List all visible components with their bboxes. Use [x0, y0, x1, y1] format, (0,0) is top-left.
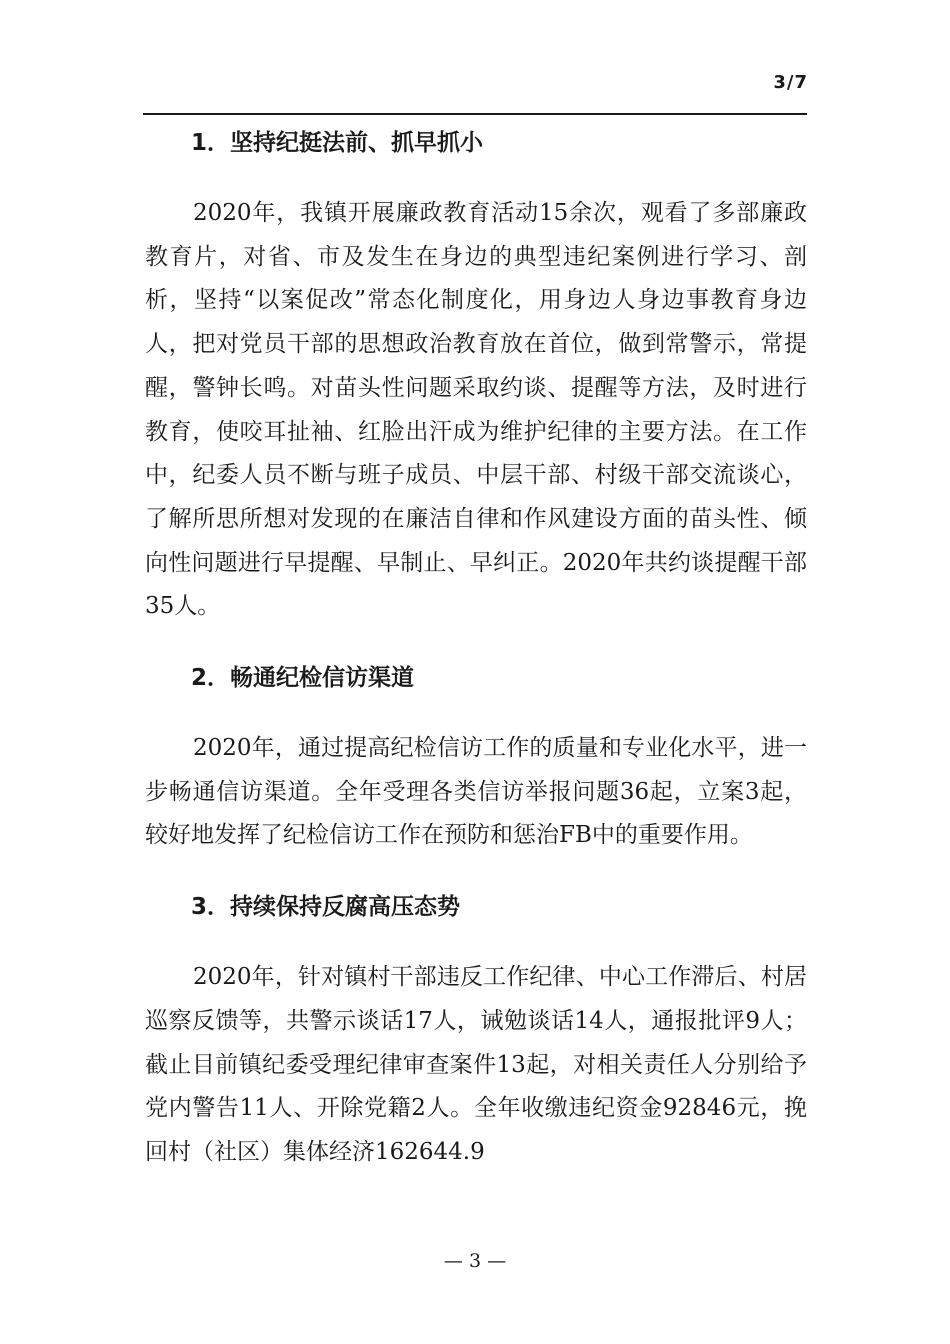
section-paragraph-2: 2020年，通过提高纪检信访工作的质量和专业化水平，进一步畅通信访渠道。全年受理各类信访举报问题36起，立案3起，较好地发挥了纪检信访工作在预防和惩治FB中的重要作用。 [145, 735, 807, 849]
header-divider [143, 113, 807, 115]
document-body [145, 122, 807, 1175]
section-heading-3: 3．持续保持反腐高压态势 [191, 894, 461, 921]
page-indicator: 3/7 [773, 72, 808, 93]
page-number-footer: — 3 — [443, 1250, 507, 1272]
section-paragraph-3: 2020年，针对镇村干部违反工作纪律、中心工作滞后、村居巡察反馈等，共警示谈话17人，诫勉谈话14人，通报批评9人；截止目前镇纪委受理纪律审查案件13起，对相关责任人分别给予党内警告11人、开除党籍2人。全年收缴违纪资金92846元，挽回村（社区）集体经济162644.9 [145, 964, 807, 1165]
section-paragraph-1: 2020年，我镇开展廉政教育活动15余次，观看了多部廉政教育片，对省、市及发生在身边的典型违纪案例进行学习、剖析，坚持“以案促改”常态化制度化，用身边人身边事教育身边人，把对党员干部的思想政治教育放在首位，做到常警示，常提醒，警钟长鸣。对苗头性问题采取约谈、提醒等方法，及时进行教育，使咬耳扯袖、红脸出汗成为维护纪律的主要方法。在工作中，纪委人员不断与班子成员、中层干部、村级干部交流谈心，了解所思所想对发现的在廉洁自律和作风建设方面的苗头性、倾向性问题进行早提醒、早制止、早纠正。2020年共约谈提醒干部35人。 [145, 200, 807, 620]
section-heading-2: 2．畅通纪检信访渠道 [191, 665, 415, 692]
section-heading-1: 1．坚持纪挺法前、抓早抓小 [191, 130, 484, 156]
